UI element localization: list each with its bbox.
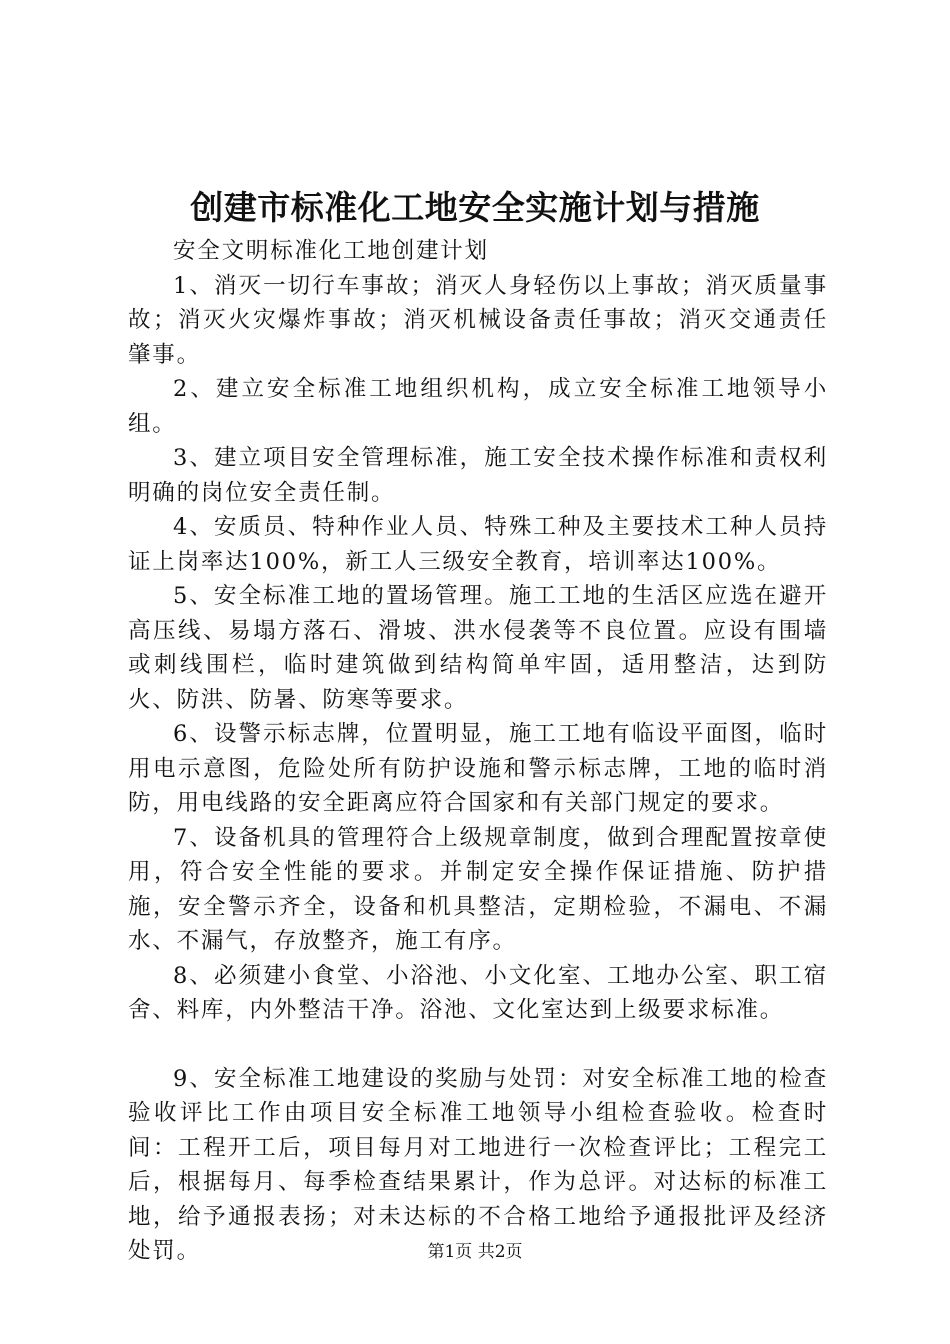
document-body xyxy=(128,234,828,1269)
paragraph-plan-heading: 安全文明标准化工地创建计划 xyxy=(173,238,489,264)
paragraph-item-9: 9、安全标准工地建设的奖励与处罚：对安全标准工地的检查验收评比工作由项目安全标准工地领导小组检查验收。检查时间：工程开工后，项目每月对工地进行一次检查评比；工程完工后，根据每月、每季检查结果累计，作为总评。对达标的标准工地，给予通报表扬；对未达标的不合格工地给予通报批评及经济处罚。 xyxy=(128,1065,828,1264)
document-title: 创建市标准化工地安全实施计划与措施 xyxy=(190,188,760,227)
paragraph-item-3: 3、建立项目安全管理标准，施工安全技术操作标准和责权利明确的岗位安全责任制。 xyxy=(128,445,828,506)
paragraph-item-2: 2、建立安全标准工地组织机构，成立安全标准工地领导小组。 xyxy=(128,376,828,437)
page-number-footer: 第1页 共2页 xyxy=(427,1242,523,1262)
paragraph-item-6: 6、设警示标志牌，位置明显，施工工地有临设平面图，临时用电示意图，危险处所有防护设施和警示标志牌，工地的临时消防，用电线路的安全距离应符合国家和有关部门规定的要求。 xyxy=(128,721,828,816)
paragraph-item-8: 8、必须建小食堂、小浴池、小文化室、工地办公室、职工宿舍、料库，内外整洁干净。浴池、文化室达到上级要求标准。 xyxy=(128,962,828,1023)
paragraph-item-7: 7、设备机具的管理符合上级规章制度，做到合理配置按章使用，符合安全性能的要求。并制定安全操作保证措施、防护措施，安全警示齐全，设备和机具整洁，定期检验，不漏电、不漏水、不漏气，存放整齐，施工有序。 xyxy=(128,824,828,954)
paragraph-item-5: 5、安全标准工地的置场管理。施工工地的生活区应选在避开高压线、易塌方落石、滑坡、洪水侵袭等不良位置。应设有围墙或刺线围栏，临时建筑做到结构简单牢固，适用整洁，达到防火、防洪、防暑、防寒等要求。 xyxy=(128,583,828,713)
paragraph-item-4: 4、安质员、特种作业人员、特殊工种及主要技术工种人员持证上岗率达100%，新工人三级安全教育，培训率达100%。 xyxy=(128,514,828,575)
paragraph-item-1: 1、消灭一切行车事故；消灭人身轻伤以上事故；消灭质量事故；消灭火灾爆炸事故；消灭机械设备责任事故；消灭交通责任肇事。 xyxy=(128,272,828,368)
